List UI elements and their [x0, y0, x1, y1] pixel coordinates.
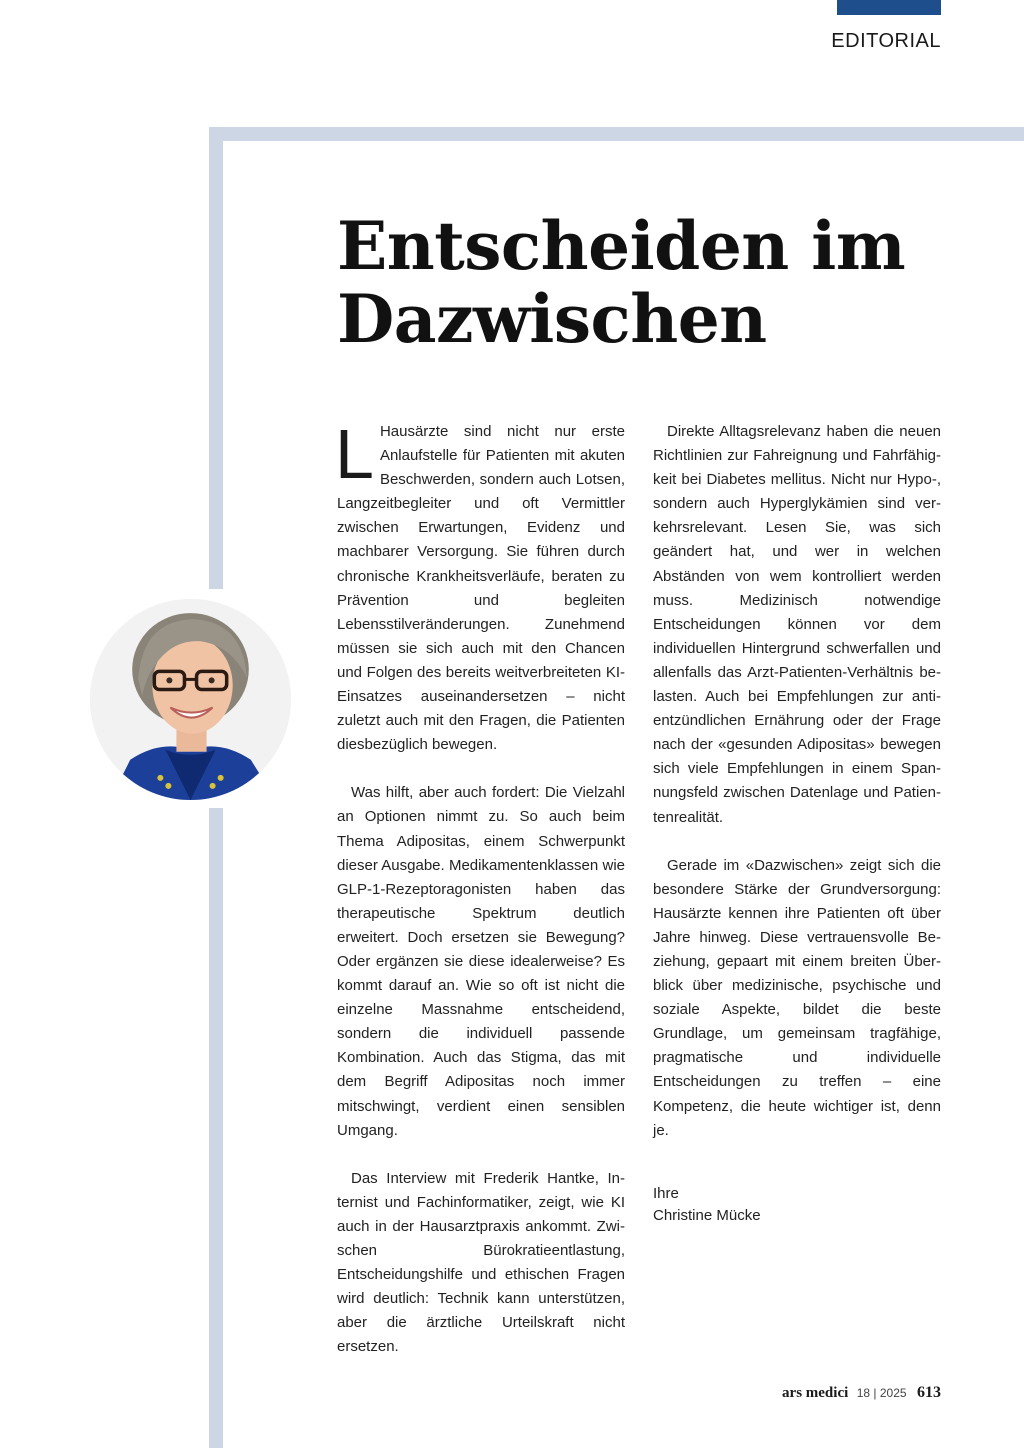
frame-top-bar [209, 127, 1024, 141]
section-label: EDITORIAL [831, 30, 941, 52]
paragraph-1-text: Hausärzte sind nicht nur erste Anlaufstelle für Patienten mit akuten Beschwerden, sondern auch Lotsen, Langzeitbegleiter und oft Vermittler zwischen Erwartungen, Evidenz und machbarer Versorgung. Sie führen durch chronische Krankheitsverläufe, beraten zu Prävention und begleiten Lebensstilveränderungen. Zunehmend müssen sie sich auch mit den Chancen und Folgen des bereits weitverbreiteten KI-Einsatzes auseinandersetzen – nicht zuletzt auch mit den Fragen, die Patienten diesbezüglich bewegen. [337, 423, 625, 754]
header-accent-tab [837, 0, 941, 15]
paragraph-5: Gerade im «Dazwischen» zeigt sich die besondere Stärke der Grundversorgung: Hausärzte kennen ihre Patienten oft über Jahre hinweg. Diese vertrauensvolle Beziehung, gepaart mit einem breiten Überblick über medizinische, psychische und soziale Aspekte, bildet die beste Grundlage, um gemeinsam tragfähige, pragmatische und individuelle Entscheidungen zu treffen – eine Kompetenz, die heute wichtiger ist, denn je. [653, 856, 941, 1139]
paragraph-1 [335, 415, 625, 757]
frame-left-bar-upper [209, 127, 223, 589]
issue-number: 18 | 2025 [856, 1386, 907, 1400]
author-name: Christine Mücke [653, 1206, 761, 1224]
page-number: 613 [917, 1384, 941, 1401]
title-line-1: Entscheiden im [337, 207, 906, 285]
author-portrait [90, 599, 291, 800]
article-column-left [335, 415, 625, 1383]
paragraph-3: Das Interview mit Frederik Hantke, Internist und Fachinformatiker, zeigt, wie KI auch in der Hausarztpraxis ankommt. Zwischen Bürokratieentlastung, Entscheidungshilfe und ethischen Fragen wird deutlich: Technik kann unterstützen, aber die ärztliche Urteilskraft nicht ersetzen. [337, 1169, 625, 1356]
article-column-right [653, 420, 941, 1227]
drop-cap: L [335, 415, 374, 493]
paragraph-4: Direkte Alltagsrelevanz haben die neuen Richtlinien zur Fahreignung und Fahrfähigkeit bei Diabetes mellitus. Nicht nur Hypo-, sondern auch Hyperglykämien sind verkehrsrelevant. Lesen Sie, was sich geändert hat, und wer in welchen Abständen von wem kontrolliert werden muss. Medizinisch notwendige Entscheidungen können vor dem individuellen Hintergrund schwerfallen und allenfalls das Arzt-Patienten-Verhältnis belasten. Auch bei Empfehlungen zur antientzündlichen Ernährung oder der Frage nach der «gesunden Adipositas» bewegen sich viele Empfehlungen in einem Spannungsfeld zwischen Datenlage und Patientenrealität. [653, 423, 941, 826]
frame-left-bar-lower [209, 808, 223, 1448]
paragraph-2: Was hilft, aber auch fordert: Die Vielzahl an Optionen nimmt zu. So auch beim Thema Adipositas, einem Schwerpunkt dieser Ausgabe. Medikamentenklassen wie GLP-1-Rezeptoragonisten haben das therapeutische Spektrum deutlich erweitert. Doch ersetzen sie Bewegung? Oder ergänzen sie diese idealerweise? Es kommt darauf an. Wie so oft ist nicht die einzelne Massnahme entscheidend, sondern die individuell passende Kombination. Auch das Stigma, das mit dem Begriff Adipositas noch immer mitschwingt, verdient einen sensiblen Umgang. [337, 784, 625, 1139]
page-footer [782, 1384, 941, 1402]
publication-name: ars medici [782, 1385, 849, 1401]
title-line-2: Dazwischen [337, 280, 767, 358]
signoff: Ihre [653, 1184, 679, 1202]
signature-block [653, 1183, 941, 1227]
article-title [337, 207, 977, 358]
author-portrait-illustration [90, 599, 291, 800]
